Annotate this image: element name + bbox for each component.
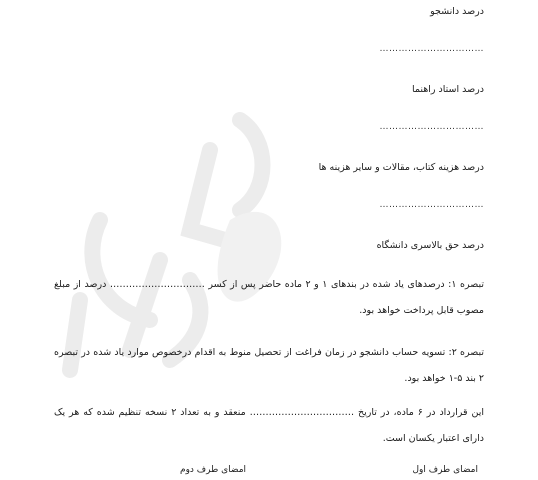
advisor-percent-label: درصد استاد راهنما xyxy=(412,84,484,95)
student-percent-blank: …………………………… xyxy=(379,44,484,54)
student-percent-label: درصد دانشجو xyxy=(430,6,484,17)
watermark-logo xyxy=(40,80,300,380)
first-party-signature-label: امضای طرف اول xyxy=(412,465,478,475)
books-percent-blank: …………………………… xyxy=(379,200,484,210)
second-party-signature-label: امضای طرف دوم xyxy=(180,465,247,475)
contract-paragraph: این قرارداد در ۶ ماده، در تاریخ …………………………… منعقد و به تعداد ۲ نسخه تنظیم شده که هر یک دارای اعتبار یکسان است. xyxy=(54,407,484,444)
note-1-paragraph: تبصره ۱: درصدهای یاد شده در بندهای ۱ و ۲ ماده حاضر پس از کسر ………………………… درصد از مبلغ مصوب قابل پرداخت خواهد بود. xyxy=(54,279,484,316)
advisor-percent-blank: …………………………… xyxy=(379,122,484,132)
overhead-percent-label: درصد حق بالاسری دانشگاه xyxy=(376,240,484,251)
books-percent-label: درصد هزینه کتاب، مقالات و سایر هزینه ها xyxy=(318,162,484,173)
note-2-paragraph: تبصره ۲: تسویه حساب دانشجو در زمان فراغت از تحصیل منوط به اقدام درخصوص موارد یاد شده در تبصره ۲ بند ۵-۱ خواهد بود. xyxy=(54,347,484,384)
